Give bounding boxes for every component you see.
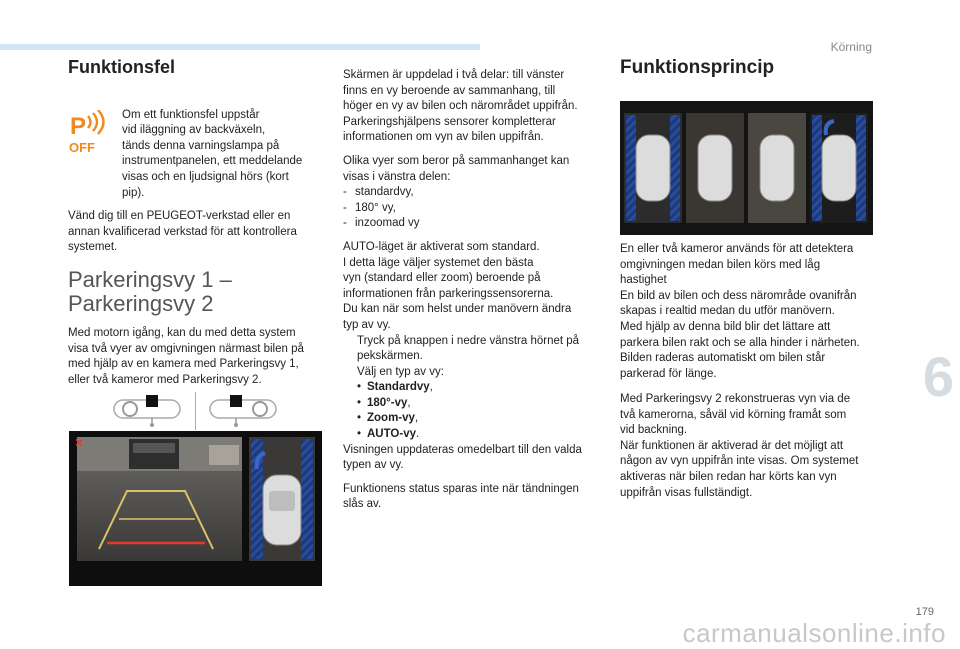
view-option: • 180°-vy, <box>357 396 411 409</box>
parking-view-2-control-icon <box>208 394 278 428</box>
control-divider <box>195 392 196 430</box>
views-list <box>343 185 599 232</box>
text-line: någon av vyn uppifrån inte visas. Om systemet <box>620 455 859 468</box>
text-line: visa två vyer av omgivningen närmast bilen på <box>68 342 304 355</box>
text-line: slås av. <box>343 498 382 511</box>
text-line: vid iläggning av backväxeln, <box>122 124 266 137</box>
chapter-number: 6 <box>922 345 954 408</box>
view-option: • Standardvy, <box>357 381 433 394</box>
text-line: Vänd dig till en PEUGEOT-verkstad eller en <box>68 210 291 223</box>
text-line: I detta läge väljer systemet den bästa <box>343 256 534 269</box>
intro-paragraph <box>68 326 324 388</box>
text-line: typ av vy. <box>343 318 391 331</box>
text-line: parkerad för länge. <box>620 367 717 380</box>
text-line: två kamerorna, såväl vid körning framåt som <box>620 408 847 421</box>
text-line: tänds denna varningslampa på <box>122 139 280 152</box>
text-line: typen av vy. <box>343 459 404 472</box>
watermark: carmanualsonline.info <box>682 618 946 648</box>
warning-text <box>122 108 324 202</box>
svg-text:P: P <box>70 112 87 140</box>
step-select-view <box>343 365 599 381</box>
advice-paragraph <box>68 209 324 256</box>
text-line: AUTO-läget är aktiverat som standard. <box>343 240 540 253</box>
text-line: Med hjälp av denna bild blir det lättare att <box>620 320 831 333</box>
step-press-button <box>343 334 599 365</box>
text-line: instrumentpanelen, ett meddelande <box>122 155 303 168</box>
section-label: Körning <box>830 40 872 54</box>
update-paragraph <box>343 443 599 474</box>
text-line: visas och en ljudsignal hörs (kort <box>122 170 289 183</box>
status-paragraph <box>343 482 599 513</box>
text-line: En bild av bilen och dess närområde ovanifrån <box>620 289 857 302</box>
text-line: informationen om vyn av bilen uppifrån. <box>343 131 544 144</box>
text-line: Med Parkeringsvy 2 rekonstrueras vyn via de <box>620 393 851 405</box>
text-line: Visningen uppdateras omedelbart till den valda <box>343 443 582 456</box>
view-options-list <box>343 380 599 442</box>
view-option: • Zoom-vy, <box>357 412 419 425</box>
text-line: systemet. <box>68 241 118 254</box>
principle-paragraph-1 <box>620 242 876 382</box>
text-line: informationen från parkeringssensorerna. <box>343 287 554 300</box>
text-line: annan kvalificerad verkstad för att kontrollera <box>68 225 297 238</box>
list-item: - inzoomad vy <box>343 216 599 232</box>
text-line: Olika vyer som beror på sammanhanget kan <box>343 154 570 167</box>
text-line: Parkeringshjälpens sensorer kompletterar <box>343 115 556 128</box>
heading-funktionsfel: Funktionsfel <box>68 57 175 77</box>
text-line: Tryck på knappen i nedre vänstra hörnet på <box>357 334 580 347</box>
text-line: hastighet <box>620 274 667 287</box>
text-line: eller två kameror med Parkeringsvy 2. <box>68 373 262 386</box>
views-paragraph <box>343 154 599 185</box>
screen-split-paragraph <box>343 68 599 146</box>
close-view-icon: × <box>75 434 84 450</box>
list-item: - 180° vy, <box>343 201 599 217</box>
top-view-sequence-illustration <box>620 101 873 235</box>
text-line: parkera bilen rakt och se alla hinder i närheten. <box>620 336 860 349</box>
text-line: När funktionen är aktiverad är det möjligt att <box>620 439 844 452</box>
text-line: Bilden raderas automatiskt om bilen står <box>620 352 826 365</box>
title-line: Parkeringsvy 1 – <box>68 266 232 292</box>
parking-view-1-control-icon <box>112 394 182 428</box>
parking-sensor-off-warning-icon <box>68 110 112 154</box>
title-line: Parkeringsvy 2 <box>68 290 214 316</box>
column-left <box>68 57 324 388</box>
text-line: Skärmen är uppdelad i två delar: till vänster <box>343 69 565 81</box>
text-line: uppifrån visas fullständigt. <box>620 486 753 499</box>
text-line: Du kan när som helst under manövern ändra <box>343 303 572 316</box>
text-line: pekskärmen. <box>357 350 423 363</box>
principle-paragraph-2 <box>620 392 876 501</box>
text-line: vid backning. <box>620 424 688 437</box>
warning-block <box>68 108 324 202</box>
text-line: pip). <box>122 186 145 199</box>
view-option: • AUTO-vy. <box>357 428 420 441</box>
heading-funktionsprincip: Funktionsprincip <box>620 57 775 78</box>
text-line: En eller två kameror används för att detektera <box>620 243 854 255</box>
warning-icon-label: OFF <box>69 139 95 154</box>
text-line: Med motorn igång, kan du med detta system <box>68 326 296 339</box>
column-middle <box>343 68 599 513</box>
text-line: omgivningen medan bilen körs med låg <box>620 258 821 271</box>
text-line: aktiveras när bilen redan har körts kan vyn <box>620 470 837 483</box>
parking-camera-screen-illustration <box>69 431 322 586</box>
title-parkeringsvy <box>68 268 324 316</box>
text-line: skapas i realtid medan du utför manövern. <box>620 305 835 318</box>
text-line: Välj en typ av vy: <box>357 365 444 378</box>
text-line: finns en vy beroende av sammanhang, till <box>343 84 556 97</box>
page-number: 179 <box>915 606 934 618</box>
header-accent-bar <box>0 44 480 50</box>
text-line: vyn (standard eller zoom) beroende på <box>343 272 541 285</box>
text-line: Funktionens status sparas inte när tändningen <box>343 482 579 495</box>
text-line: visas i vänstra delen: <box>343 170 451 183</box>
column-right <box>620 57 876 78</box>
list-item: - standardvy, <box>343 185 599 201</box>
auto-mode-paragraph <box>343 240 599 334</box>
text-line: Om ett funktionsfel uppstår <box>122 108 260 121</box>
text-line: höger en vy av bilen och närområdet uppifrån. <box>343 100 578 113</box>
text-line: med hjälp av en kamera med Parkeringsvy 1, <box>68 358 299 371</box>
parking-view-control-icons <box>112 394 280 430</box>
